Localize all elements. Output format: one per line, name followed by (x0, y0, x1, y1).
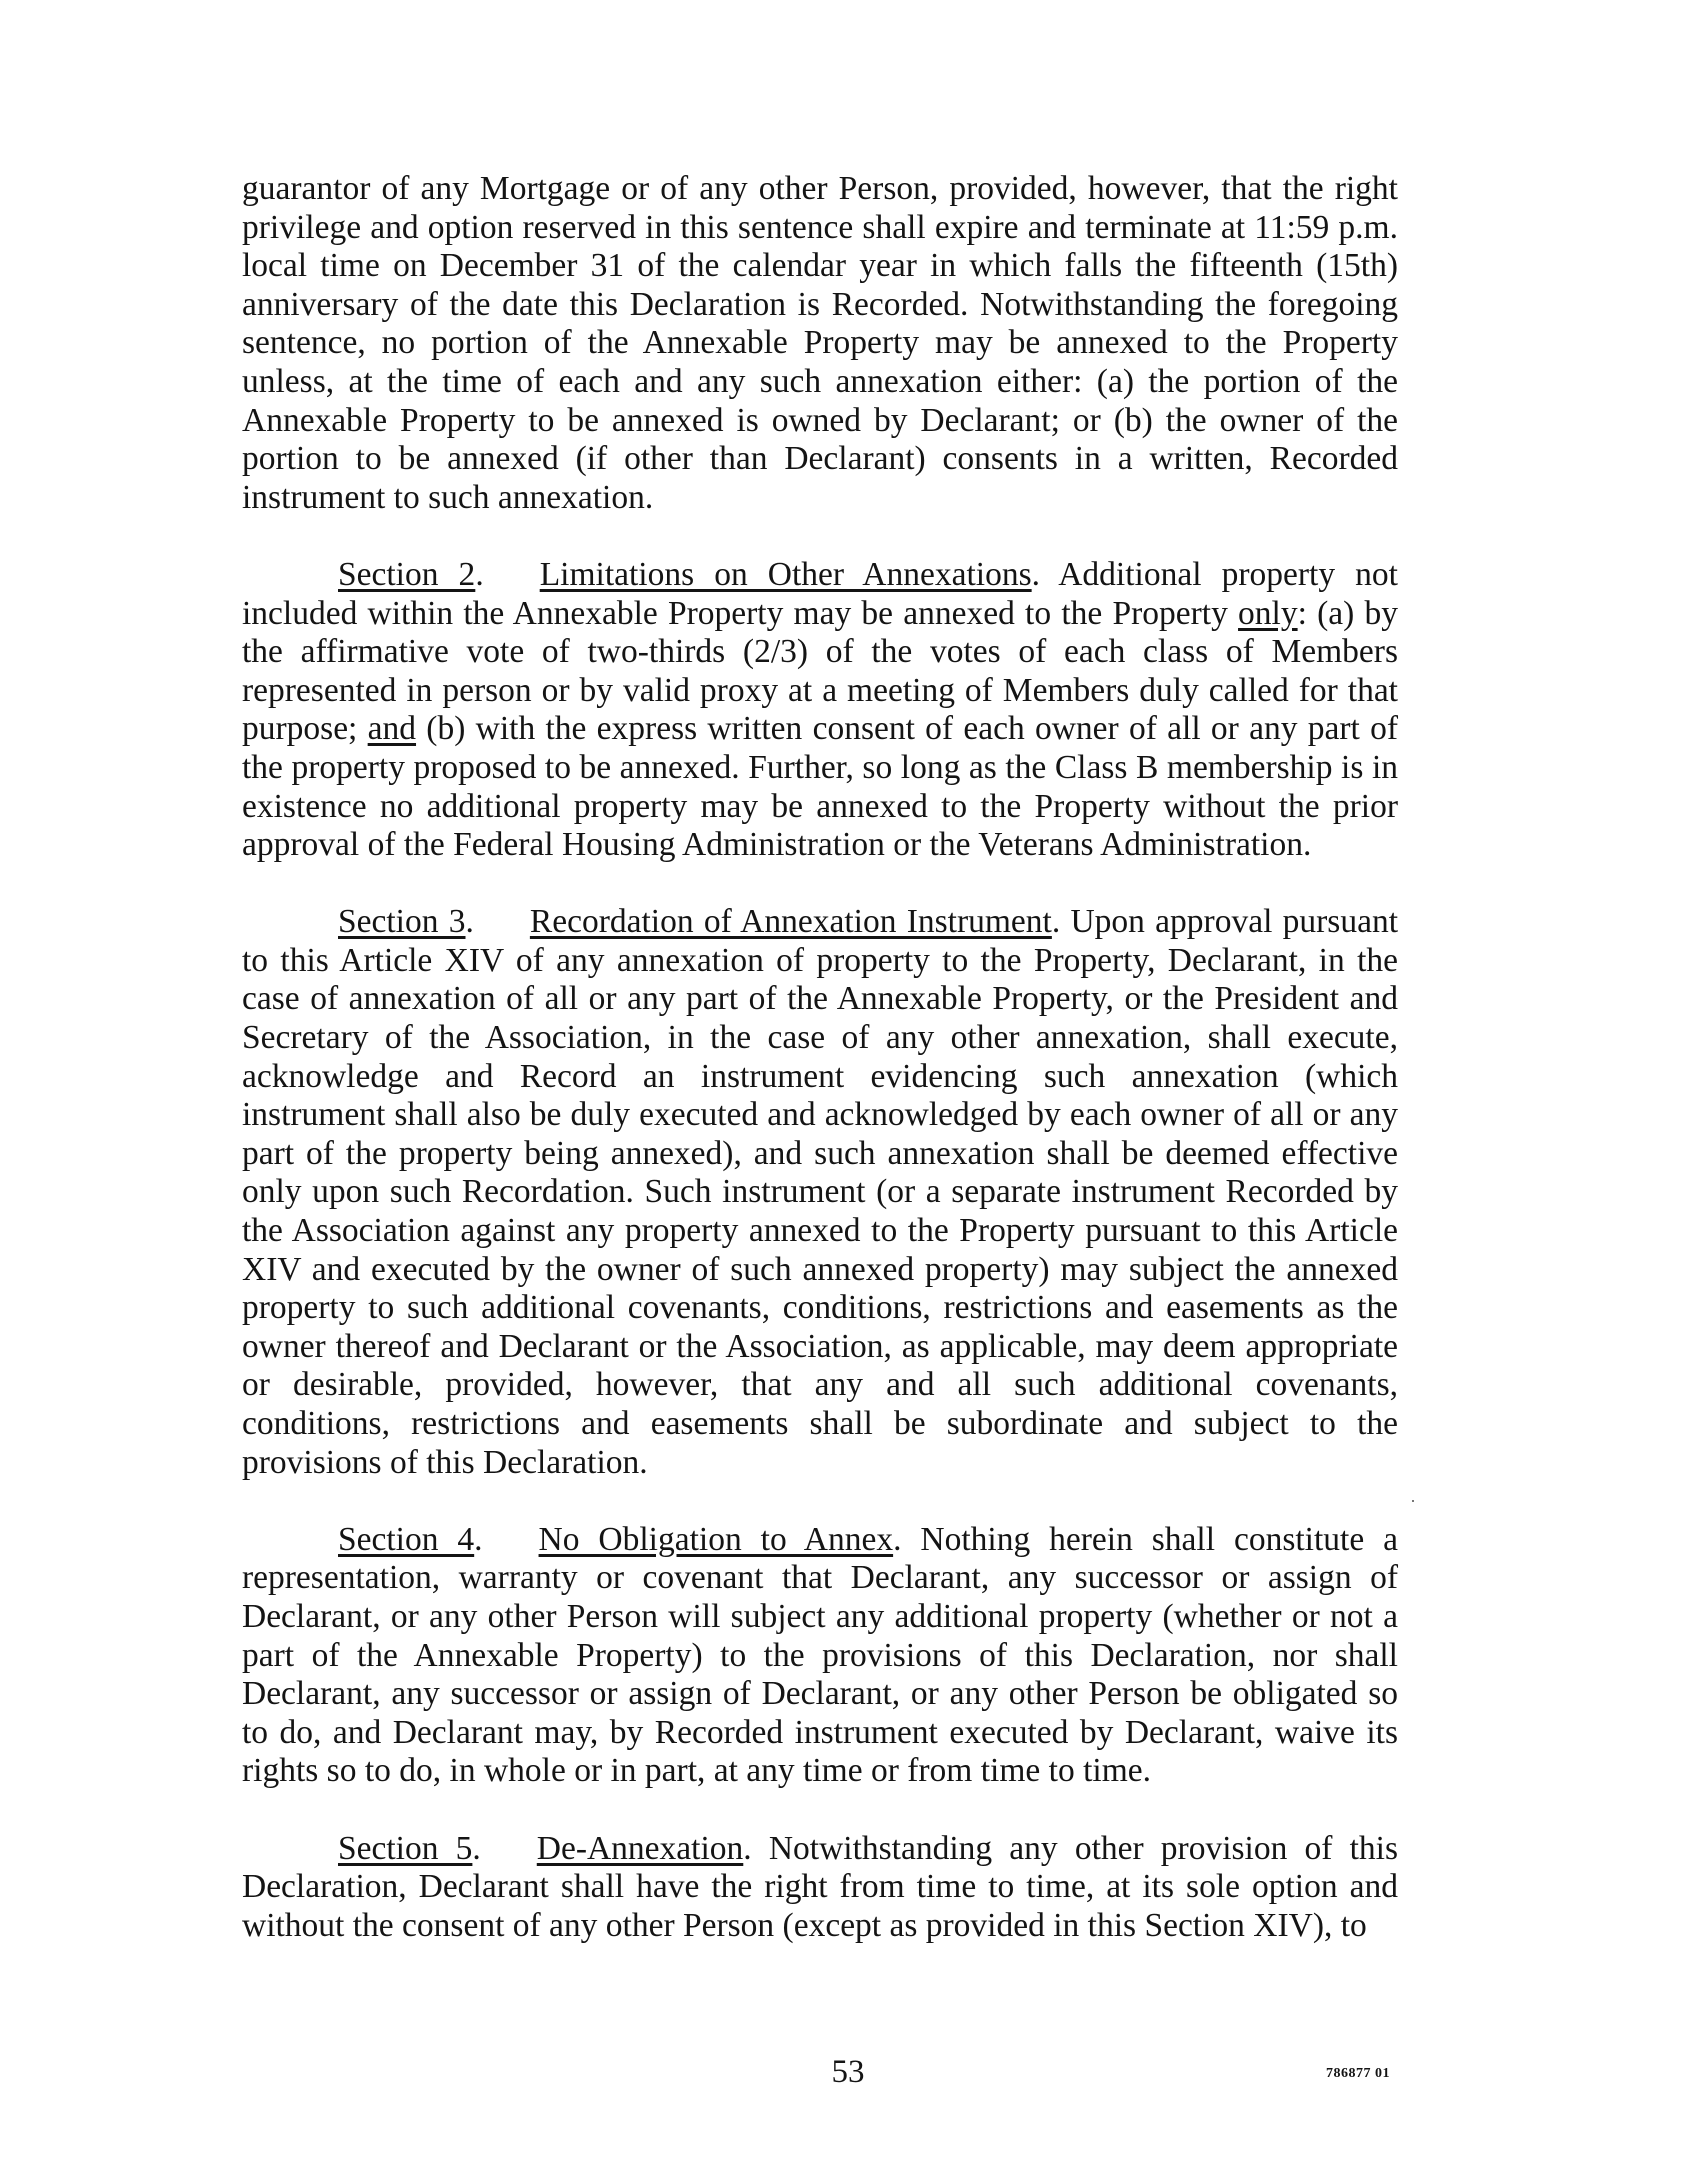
section-5-number-period: . (472, 1829, 481, 1867)
section-3-title: Recordation of Annexation Instrument (529, 903, 1052, 941)
section-5-paragraph (242, 1830, 1398, 1946)
section-2-emph-only: only (1238, 594, 1298, 632)
document-id: 786877 01 (1326, 2066, 1390, 2081)
section-2-number-period: . (475, 555, 484, 593)
section-5-title: De-Annexation (536, 1829, 744, 1867)
section-3-paragraph (242, 903, 1398, 1482)
section-4-text: Nothing herein shall constitute a representation, warranty or covenant that Declarant, any successor or assign of Declarant, or any other Person will subject any additional property (whether or not a part of the Annexable Property) to the provisions of this Declaration, nor shall Declarant, any successor or assign of Declarant, or any other Person be obligated so to do, and Declarant may, by Recorded instrument executed by Declarant, waive its rights so to do, in whole or in part, at any time or from time to time. (242, 1520, 1399, 1790)
section-4-title-period: . (893, 1520, 902, 1558)
section-5-number: Section 5 (338, 1829, 473, 1867)
section-2-text-a: Additional property not included within the Annexable Property may be annexed to the Property (242, 555, 1398, 632)
section-2-emph-and: and (367, 710, 417, 748)
section-3-text: Upon approval pursuant to this Article XIV of any annexation of property to the Property, Declarant, in the case of annexation of all or any part of the Annexable Property, or the President and Secretary of the Association, in the case of any other annexation, shall execute, acknowledge and Record an instrument evidencing such annexation (which instrument shall also be duly executed and acknowledged by each owner of all or any part of the property being annexed), and such annexation shall be deemed effective only upon such Recordation. Such instrument (or a separate instrument Recorded by the Association against any property annexed to the Property pursuant to this Article XIV and executed by the owner of such annexed property) may subject the annexed property to such additional covenants, conditions, restrictions and easements as the owner thereof and Declarant or the Association, as applicable, may deem appropriate or desirable, provided, however, that any and all such additional covenants, conditions, restrictions and easements shall be subordinate and subject to the provisions of this Declaration. (242, 903, 1399, 1481)
section-3-number: Section 3 (338, 903, 466, 941)
section-4-title: No Obligation to Annex (538, 1520, 894, 1558)
scan-speck (1412, 1500, 1414, 1502)
section-2-title-period: . (1031, 555, 1041, 593)
section-2-paragraph (242, 556, 1398, 865)
intro-text: guarantor of any Mortgage or of any other Person, provided, however, that the right privilege and option reserved in this sentence shall expire and terminate at 11:59 p.m. local time on December 31 of the calendar year in which falls the fifteenth (15th) anniversary of the date this Declaration is Recorded. Notwithstanding the foregoing sentence, no portion of the Annexable Property may be annexed to the Property unless, at the time of each and any such annexation either: (a) the portion of the Annexable Property to be annexed is owned by Declarant; or (b) the owner of the portion to be annexed (if other than Declarant) consents in a written, Recorded instrument to such annexation. (242, 170, 1398, 516)
section-4-paragraph (242, 1521, 1398, 1791)
section-3-number-period: . (465, 903, 474, 941)
section-5-text: Notwithstanding any other provision of this Declaration, Declarant shall have the right from time to time, at its sole option and without the consent of any other Person (except as provided in this Section XIV), to (242, 1829, 1398, 1944)
page-number: 53 (831, 2054, 865, 2090)
document-body (242, 170, 1398, 1984)
section-4-number-period: . (474, 1520, 483, 1558)
section-3-title-period: . (1051, 903, 1061, 941)
section-2-title: Limitations on Other Annexations (539, 555, 1032, 593)
section-2-number: Section 2 (338, 555, 476, 593)
section-5-title-period: . (743, 1829, 752, 1867)
intro-paragraph (242, 170, 1398, 517)
section-2-text-b: : (a) by the affirmative vote of two-thirds (2/3) of the votes of each class of Members represented in person or by valid proxy at a meeting of Members duly called for that purpose; (242, 594, 1398, 748)
section-4-number: Section 4 (338, 1520, 475, 1558)
section-2-text-c: (b) with the express written consent of each owner of all or any part of the property proposed to be annexed. Further, so long as the Class B membership is in existence no additional property may be annexed to the Property without the prior approval of the Federal Housing Administration or the Veterans Administration. (242, 710, 1398, 864)
